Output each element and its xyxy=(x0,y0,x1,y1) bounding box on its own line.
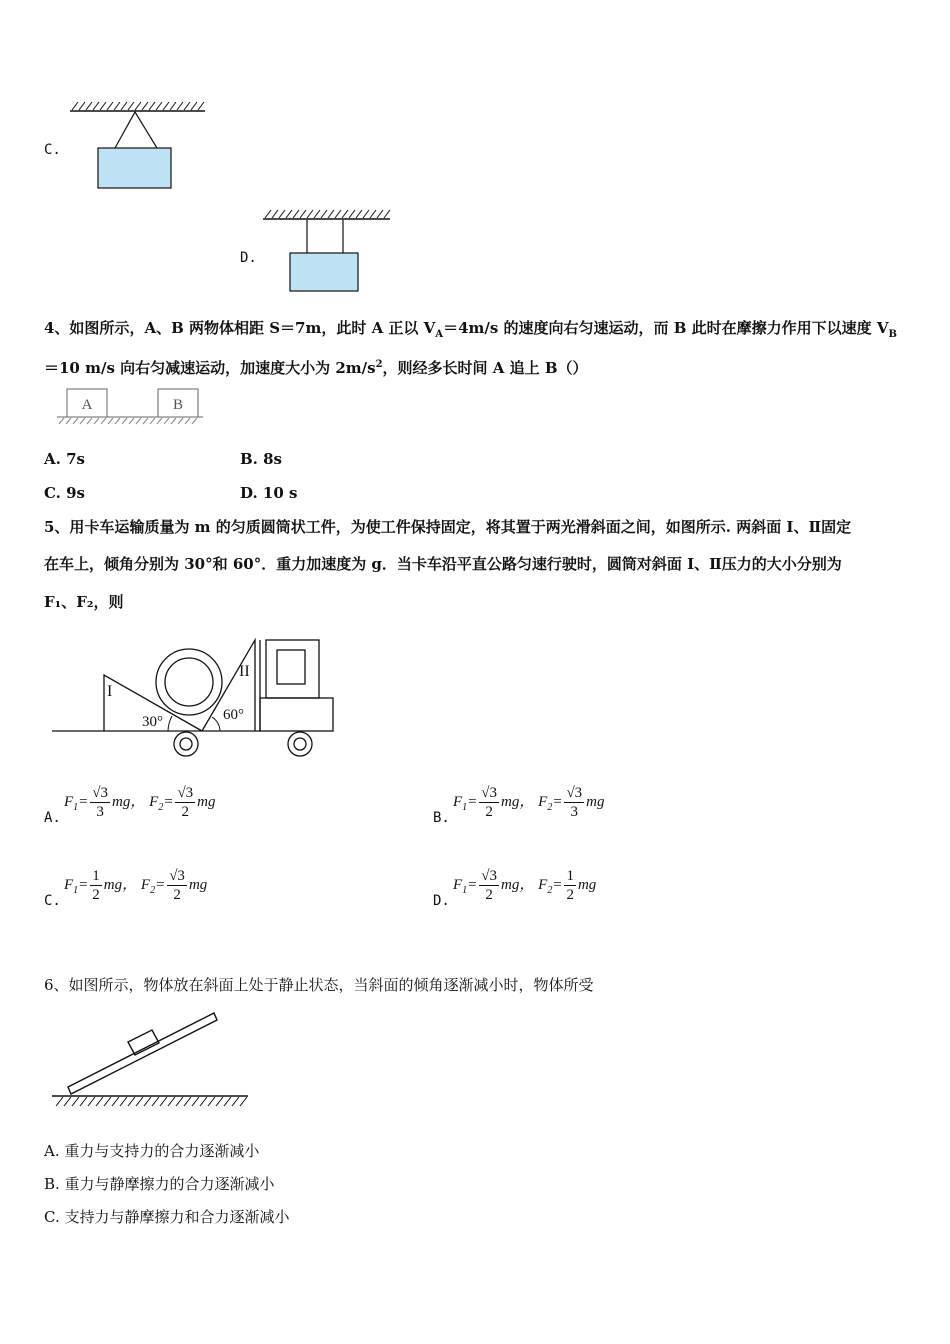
q5-option-c-label[interactable]: C. xyxy=(44,893,61,909)
q5-option-a-formula[interactable]: $F_1=$ $\frac{√3}{3}$ mg， $F_2=$ $\frac{√3}{2}$ mg xyxy=(64,785,216,820)
block-b-label: B xyxy=(172,397,184,413)
q6-option-a[interactable]: A. 重力与支持力的合力逐渐减小 xyxy=(44,1142,260,1160)
incline-ii-label: II xyxy=(239,663,250,680)
q4-option-c[interactable]: C. 9s xyxy=(44,484,86,502)
option-c-label: C. xyxy=(44,142,61,158)
q5-text-line1: 5、用卡车运输质量为 m 的匀质圆筒状工件，为使工件保持固定，将其置于两光滑斜面之间，如图所示. 两斜面 I、Ⅱ固定 xyxy=(44,518,852,536)
q4-text-line2: ＝10 m/s 向右匀减速运动，加速度大小为 $2m/s^2$，则经多长时间 A 追上 B（） xyxy=(44,359,588,377)
ab-blocks-figure xyxy=(55,385,205,427)
q4-option-b[interactable]: B. 8s xyxy=(240,450,283,468)
q4-option-d[interactable]: D. 10 s xyxy=(240,484,298,502)
q6-option-b[interactable]: B. 重力与静摩擦力的合力逐渐减小 xyxy=(44,1175,275,1193)
truck-cylinder-figure xyxy=(48,632,343,762)
block-a-label: A xyxy=(81,397,93,413)
incline-block-figure xyxy=(48,1008,253,1110)
option-d-label: D. xyxy=(240,250,257,266)
q4-text-line1: 4、如图所示，A、B 两物体相距 S＝7m，此时 A 正以 $V_A=4m/s$ 的速度向右匀速运动，而 B 此时在摩擦力作用下以速度 $V_B$ xyxy=(44,319,897,340)
q6-text-line1: 6、如图所示，物体放在斜面上处于静止状态，当斜面的倾角逐渐减小时，物体所受 xyxy=(44,976,594,994)
q5-text-line3: F₁、F₂，则 xyxy=(44,593,124,611)
angle-60-label: 60° xyxy=(223,707,244,723)
q5-text-line2: 在车上，倾角分别为 30°和 60°．重力加速度为 g．当卡车沿平直公路匀速行驶时，圆筒对斜面 I、Ⅱ压力的大小分别为 xyxy=(44,555,842,573)
q5-option-b-label[interactable]: B. xyxy=(433,810,450,826)
angle-30-label: 30° xyxy=(142,714,163,730)
q5-option-d-formula[interactable]: $F_1=$ $\frac{√3}{2}$ mg， $F_2=$ $\frac{1}{2}$ mg xyxy=(453,868,597,903)
incline-i-label: I xyxy=(107,683,113,700)
q5-option-d-label[interactable]: D. xyxy=(433,893,450,909)
q5-option-b-formula[interactable]: $F_1=$ $\frac{√3}{2}$ mg， $F_2=$ $\frac{√3}{3}$ mg xyxy=(453,785,605,820)
q5-option-c-formula[interactable]: $F_1=$ $\frac{1}{2}$ mg， $F_2=$ $\frac{√3}{2}$ mg xyxy=(64,868,208,903)
q5-option-a-label[interactable]: A. xyxy=(44,810,61,826)
q4-option-a[interactable]: A. 7s xyxy=(44,450,85,468)
hanging-box-figure-d xyxy=(258,205,398,297)
q6-option-c[interactable]: C. 支持力与静摩擦力和合力逐渐减小 xyxy=(44,1208,290,1226)
hanging-box-figure-c xyxy=(60,98,220,193)
